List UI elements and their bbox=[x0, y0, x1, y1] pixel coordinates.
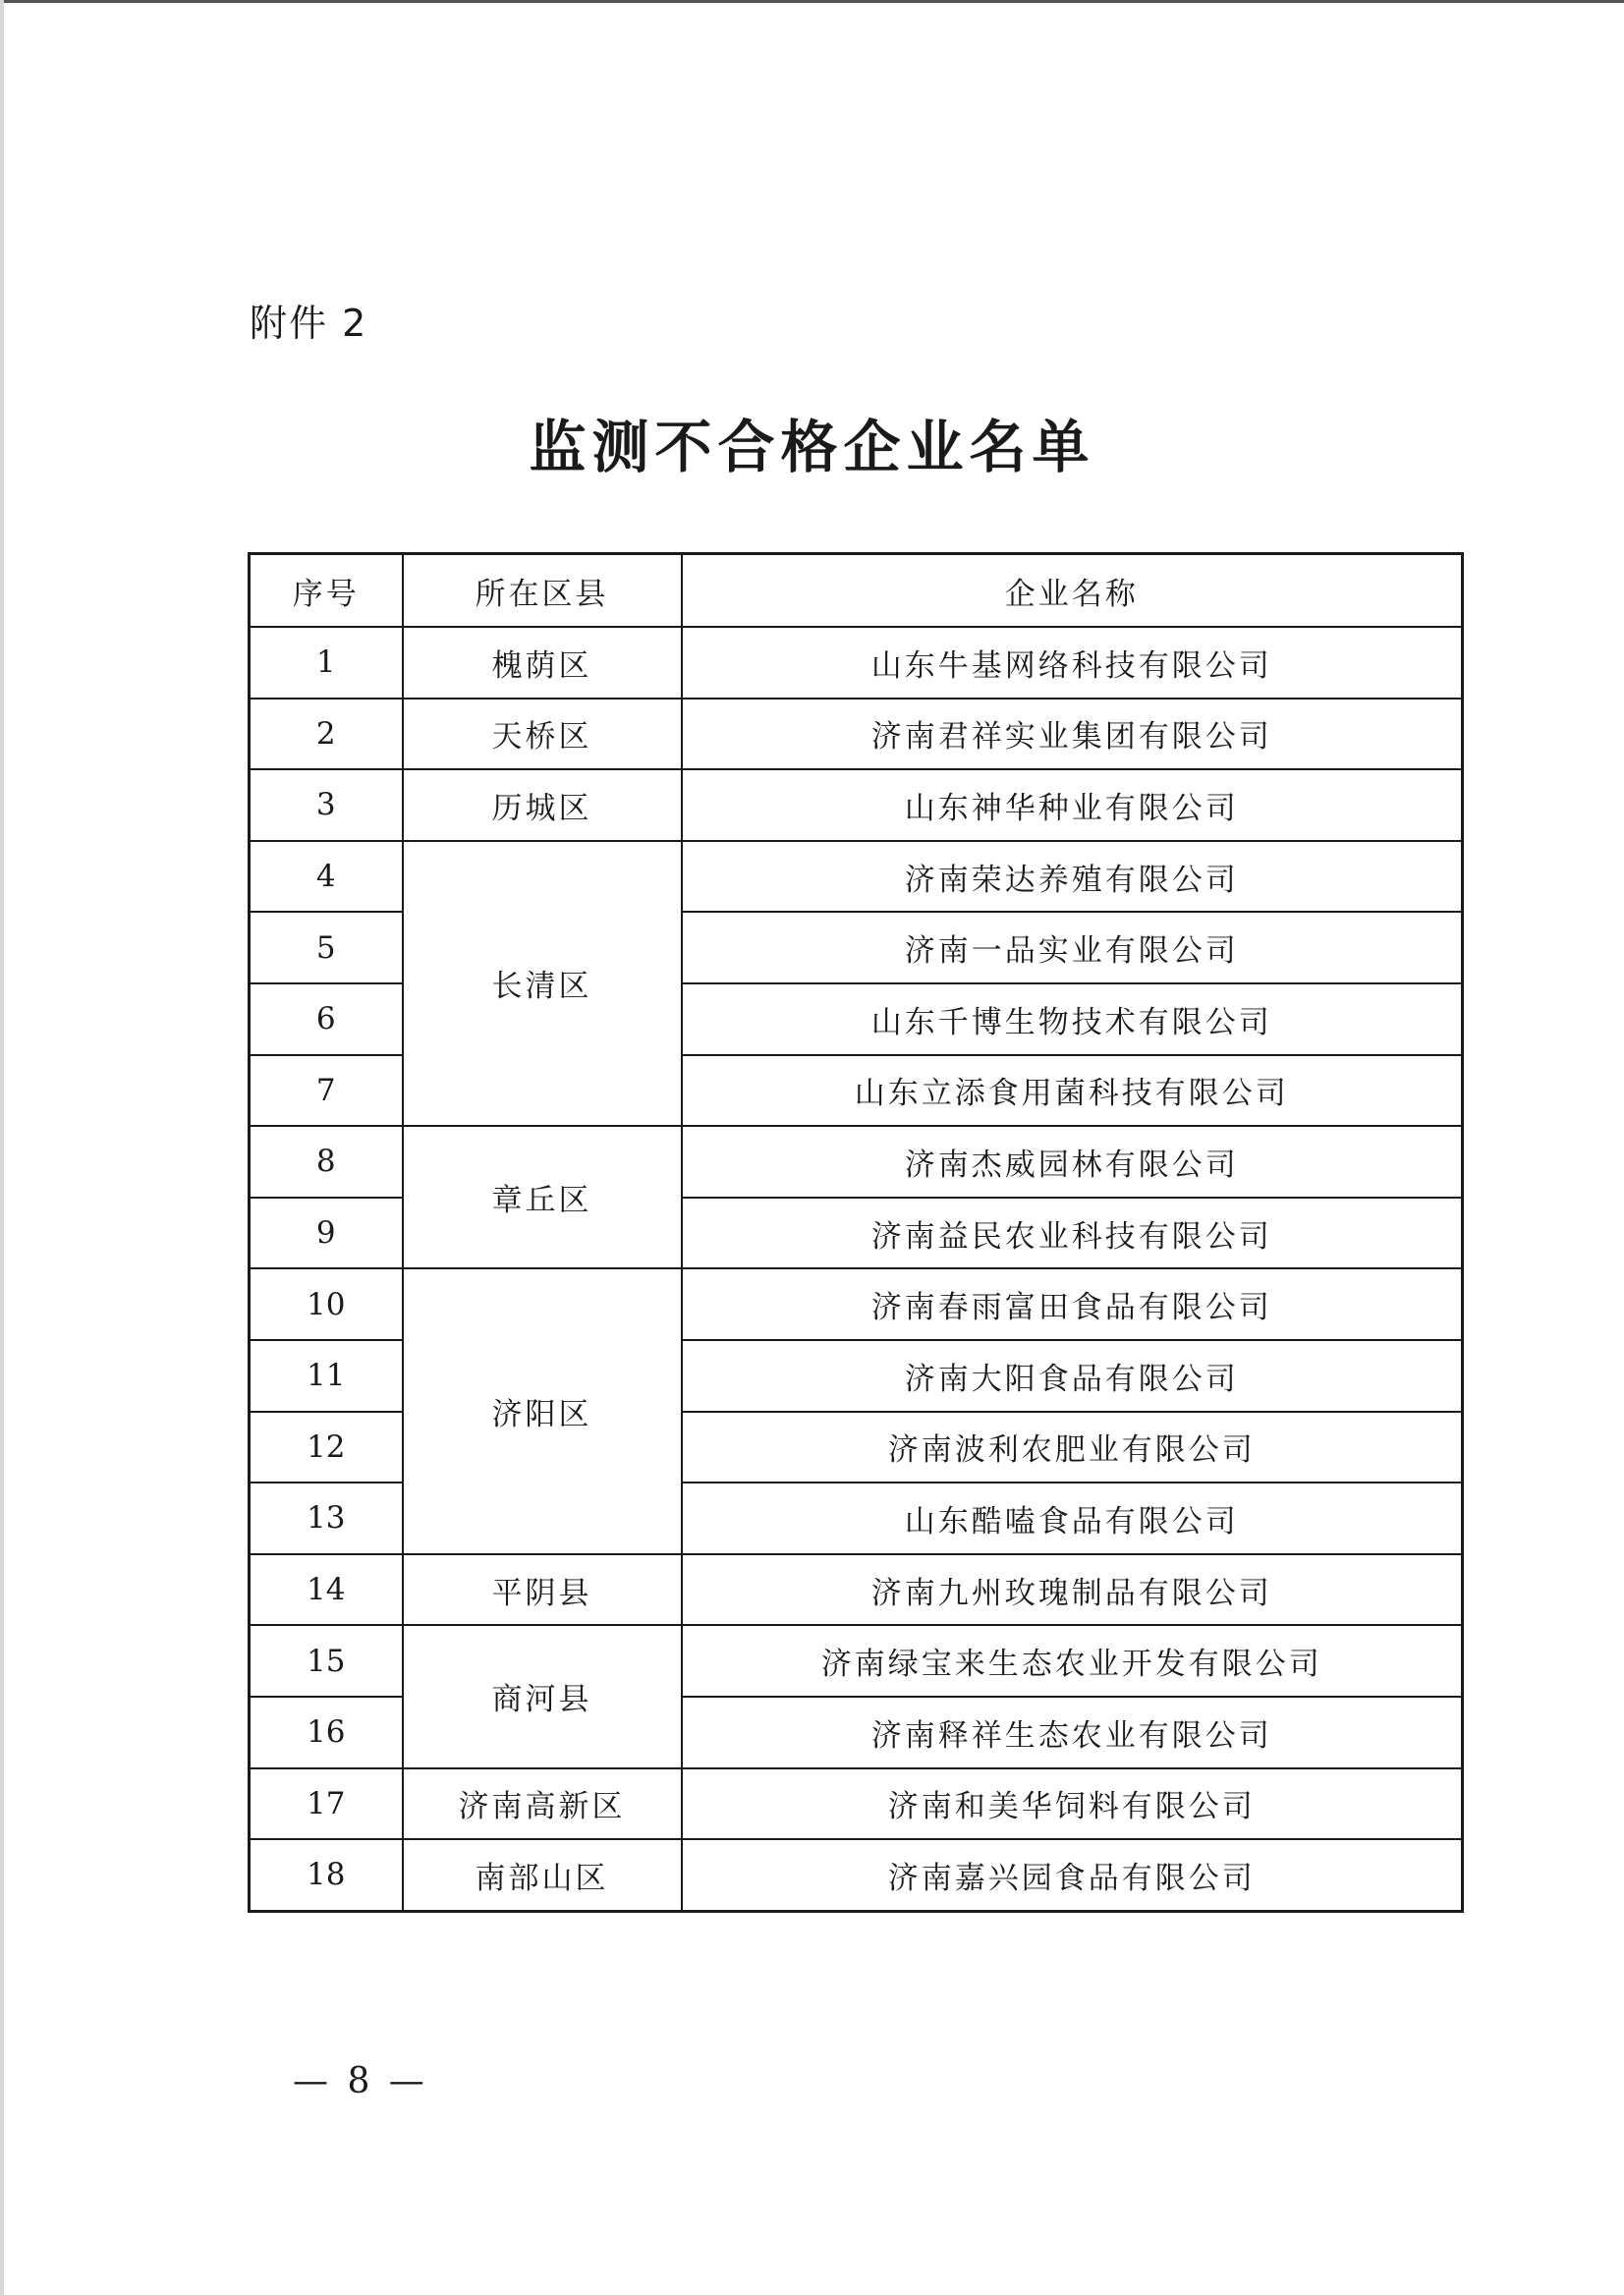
cell-seq: 17 bbox=[250, 1768, 403, 1840]
cell-seq: 1 bbox=[250, 627, 403, 699]
cell-seq: 11 bbox=[250, 1340, 403, 1412]
table-row bbox=[250, 1625, 1463, 1697]
attachment-label: 附件 2 bbox=[250, 302, 368, 345]
header-seq: 序号 bbox=[250, 554, 403, 628]
table-body bbox=[250, 627, 1463, 1911]
cell-company: 济南九州玫瑰制品有限公司 bbox=[682, 1554, 1463, 1626]
cell-seq: 7 bbox=[250, 1055, 403, 1127]
cell-company: 济南嘉兴园食品有限公司 bbox=[682, 1839, 1463, 1911]
header-district: 所在区县 bbox=[403, 554, 682, 628]
cell-company: 山东酷嗑食品有限公司 bbox=[682, 1483, 1463, 1554]
cell-seq: 3 bbox=[250, 769, 403, 841]
cell-company: 济南绿宝来生态农业开发有限公司 bbox=[682, 1625, 1463, 1697]
cell-district: 天桥区 bbox=[403, 699, 682, 770]
cell-seq: 13 bbox=[250, 1483, 403, 1554]
cell-company: 山东立添食用菌科技有限公司 bbox=[682, 1055, 1463, 1127]
table-header-row bbox=[250, 554, 1463, 628]
cell-seq: 12 bbox=[250, 1412, 403, 1483]
cell-district: 济阳区 bbox=[403, 1268, 682, 1553]
cell-company: 济南一品实业有限公司 bbox=[682, 912, 1463, 983]
table-row bbox=[250, 1839, 1463, 1911]
cell-seq: 8 bbox=[250, 1126, 403, 1198]
cell-company: 济南和美华饲料有限公司 bbox=[682, 1768, 1463, 1840]
page-number: — 8 — bbox=[293, 2061, 428, 2101]
company-table-container bbox=[248, 552, 1461, 1913]
cell-company: 山东牛基网络科技有限公司 bbox=[682, 627, 1463, 699]
table-row bbox=[250, 1126, 1463, 1198]
cell-district: 槐荫区 bbox=[403, 627, 682, 699]
cell-seq: 6 bbox=[250, 983, 403, 1055]
cell-district: 商河县 bbox=[403, 1625, 682, 1767]
cell-seq: 14 bbox=[250, 1554, 403, 1626]
cell-seq: 2 bbox=[250, 699, 403, 770]
cell-company: 济南大阳食品有限公司 bbox=[682, 1340, 1463, 1412]
cell-seq: 5 bbox=[250, 912, 403, 983]
cell-company: 济南释祥生态农业有限公司 bbox=[682, 1697, 1463, 1768]
cell-company: 济南君祥实业集团有限公司 bbox=[682, 699, 1463, 770]
table-row bbox=[250, 1268, 1463, 1340]
company-table bbox=[248, 552, 1464, 1913]
cell-district: 平阴县 bbox=[403, 1554, 682, 1626]
table-row bbox=[250, 1554, 1463, 1626]
table-row bbox=[250, 699, 1463, 770]
cell-company: 济南波利农肥业有限公司 bbox=[682, 1412, 1463, 1483]
cell-district: 章丘区 bbox=[403, 1126, 682, 1268]
cell-company: 济南春雨富田食品有限公司 bbox=[682, 1268, 1463, 1340]
document-title: 监测不合格企业名单 bbox=[529, 414, 1095, 480]
top-border-line bbox=[0, 0, 1624, 3]
cell-district: 南部山区 bbox=[403, 1839, 682, 1911]
cell-district: 济南高新区 bbox=[403, 1768, 682, 1840]
cell-seq: 18 bbox=[250, 1839, 403, 1911]
table-row bbox=[250, 769, 1463, 841]
cell-district: 历城区 bbox=[403, 769, 682, 841]
scan-left-edge bbox=[0, 0, 4, 2295]
cell-seq: 15 bbox=[250, 1625, 403, 1697]
cell-company: 济南益民农业科技有限公司 bbox=[682, 1198, 1463, 1269]
cell-district: 长清区 bbox=[403, 841, 682, 1126]
table-row bbox=[250, 627, 1463, 699]
cell-company: 济南荣达养殖有限公司 bbox=[682, 841, 1463, 913]
cell-seq: 4 bbox=[250, 841, 403, 913]
header-company: 企业名称 bbox=[682, 554, 1463, 628]
cell-seq: 10 bbox=[250, 1268, 403, 1340]
cell-seq: 16 bbox=[250, 1697, 403, 1768]
cell-company: 山东神华种业有限公司 bbox=[682, 769, 1463, 841]
cell-seq: 9 bbox=[250, 1198, 403, 1269]
table-row bbox=[250, 841, 1463, 913]
cell-company: 山东千博生物技术有限公司 bbox=[682, 983, 1463, 1055]
table-row bbox=[250, 1768, 1463, 1840]
cell-company: 济南杰威园林有限公司 bbox=[682, 1126, 1463, 1198]
